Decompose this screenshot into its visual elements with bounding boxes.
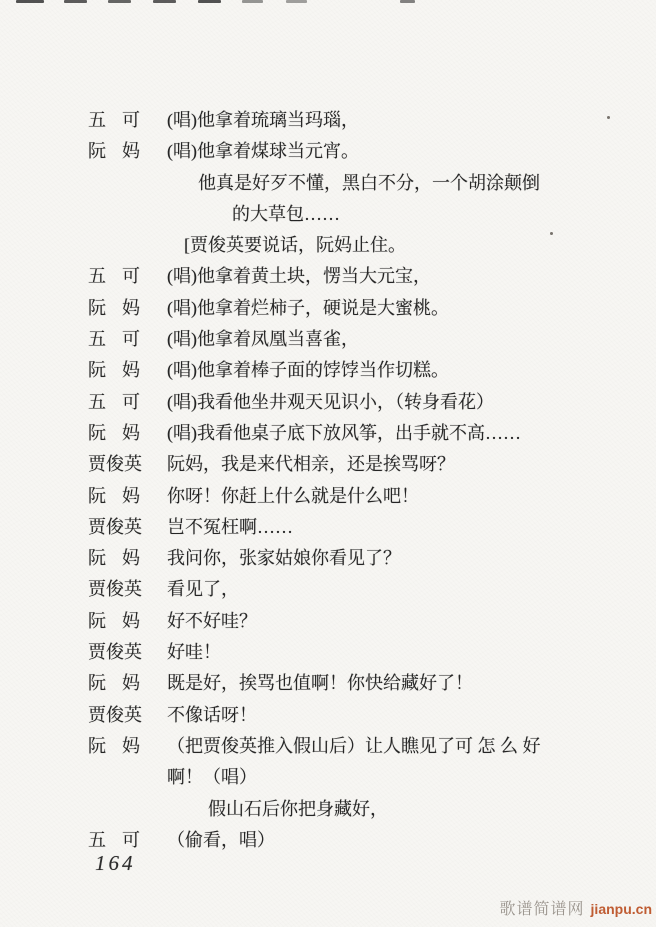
script-line — [0, 762, 656, 793]
speaker-name: 五可 — [88, 329, 140, 350]
script-line — [0, 136, 656, 167]
speaker-name: 贾俊英 — [88, 704, 142, 725]
script-line — [0, 293, 656, 324]
line-text: (唱)他拿着琉璃当玛瑙， — [167, 110, 359, 130]
speaker-name: 阮妈 — [88, 548, 140, 569]
speaker-name: 阮妈 — [88, 673, 140, 694]
page-number: 164 — [95, 851, 136, 875]
speaker-name: 阮妈 — [88, 735, 140, 756]
script-line — [0, 105, 656, 136]
script-line — [0, 261, 656, 292]
speaker-name: 五可 — [88, 266, 140, 287]
line-text: (唱)他拿着黄土块，愣当大元宝， — [167, 266, 431, 287]
speaker-name: 阮妈 — [88, 610, 140, 631]
script-line — [0, 574, 656, 605]
speaker-name: 阮妈 — [88, 360, 140, 381]
speaker-name: 五可 — [88, 110, 140, 130]
scan-dash — [64, 0, 87, 3]
line-text: 假山石后你把身藏好， — [208, 798, 388, 819]
script-line — [0, 543, 656, 574]
speaker-name: 阮妈 — [88, 422, 140, 443]
script-line — [0, 168, 656, 199]
script-line — [0, 387, 656, 418]
script-line — [0, 199, 656, 230]
scan-dash — [400, 0, 415, 3]
line-text: (唱)他拿着棒子面的饽饽当作切糕。 — [167, 360, 449, 381]
watermark — [500, 896, 652, 919]
speaker-name: 贾俊英 — [88, 516, 142, 537]
script-line — [0, 449, 656, 480]
speaker-name: 五可 — [88, 391, 140, 412]
line-text: （偷看，唱） — [167, 829, 275, 850]
watermark-site-name: 歌谱简谱网 — [499, 901, 585, 918]
line-text: (唱)我看他坐井观天见识小，（转身看花） — [167, 391, 494, 412]
speaker-name: 阮妈 — [88, 297, 140, 318]
scan-dash — [108, 0, 131, 3]
script-line — [0, 606, 656, 637]
line-text: 看见了， — [167, 579, 239, 600]
script-line — [0, 731, 656, 762]
speaker-name: 贾俊英 — [88, 454, 142, 475]
line-text: （把贾俊英推入假山后）让人瞧见了可 怎 么 好 — [167, 735, 541, 756]
line-text: (唱)我看他桌子底下放风筝，出手就不高…… — [167, 422, 521, 443]
line-text: (唱)他拿着煤球当元宵。 — [167, 141, 359, 162]
speaker-name: 五可 — [88, 829, 140, 850]
watermark-site-url: jianpu.cn — [590, 901, 652, 917]
line-text: 你呀！你赶上什么就是什么吧！ — [167, 485, 419, 506]
line-text: 的大草包…… — [232, 203, 340, 224]
script-line — [0, 355, 656, 386]
line-text: 既是好，挨骂也值啊！你快给藏好了！ — [167, 673, 473, 694]
script-text-block — [0, 105, 656, 856]
line-text: [贾俊英要说话，阮妈止住。 — [184, 235, 406, 256]
line-text: 他真是好歹不懂，黑白不分，一个胡涂颠倒 — [198, 172, 540, 193]
script-line — [0, 668, 656, 699]
speaker-name: 贾俊英 — [88, 642, 142, 663]
scan-dash — [153, 0, 176, 3]
script-line — [0, 794, 656, 825]
speaker-name: 贾俊英 — [88, 579, 142, 600]
line-text: 阮妈，我是来代相亲，还是挨骂呀？ — [167, 454, 455, 475]
script-line — [0, 512, 656, 543]
scan-dash — [16, 0, 44, 3]
script-line — [0, 637, 656, 668]
script-line — [0, 700, 656, 731]
line-text: 啊！（唱） — [167, 767, 257, 788]
script-line — [0, 324, 656, 355]
scan-dash — [286, 0, 307, 3]
line-text: (唱)他拿着凤凰当喜雀， — [167, 329, 359, 350]
line-text: 我问你，张家姑娘你看见了？ — [167, 548, 401, 569]
scan-dash — [242, 0, 263, 3]
script-line — [0, 230, 656, 261]
line-text: (唱)他拿着烂柿子，硬说是大蜜桃。 — [167, 297, 449, 318]
line-text: 好不好哇？ — [167, 610, 257, 631]
speaker-name: 阮妈 — [88, 485, 140, 506]
line-text: 好哇！ — [167, 642, 221, 663]
scan-dash — [198, 0, 221, 3]
script-line — [0, 481, 656, 512]
script-line — [0, 418, 656, 449]
speaker-name: 阮妈 — [88, 141, 140, 162]
line-text: 岂不冤枉啊…… — [167, 516, 293, 537]
line-text: 不像话呀！ — [167, 704, 257, 725]
